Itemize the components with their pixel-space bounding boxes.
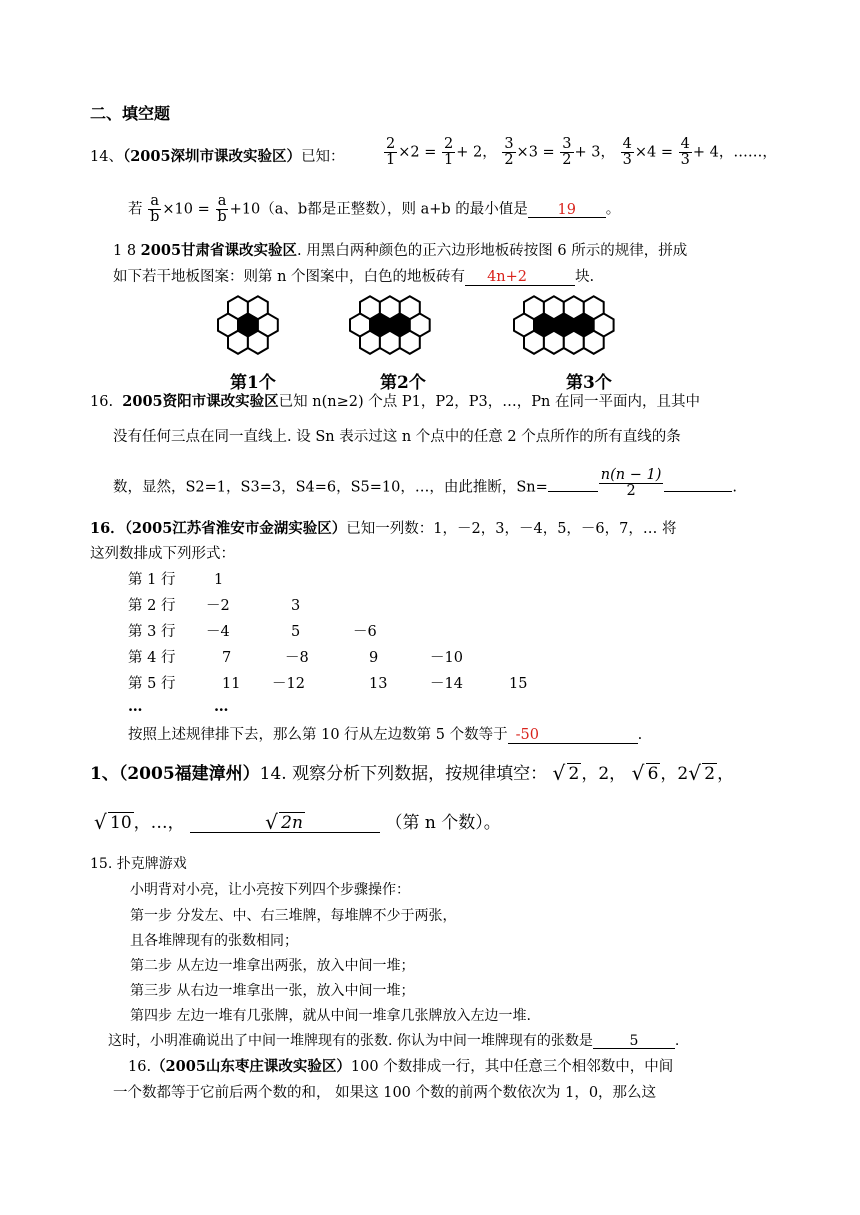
q15-line: 第三步 从右边一堆拿出一张，放入中间一堆； — [130, 983, 415, 999]
q16a-answer: $\frac{n(n - 1)}{2}$ — [600, 467, 662, 500]
q14-line1 — [90, 150, 345, 165]
q15-end: . — [674, 1033, 680, 1049]
section-title: 二、填空题 — [90, 104, 171, 123]
hexagon-figures — [0, 290, 860, 362]
row-value: 1 — [214, 572, 224, 588]
dots: … — [214, 698, 229, 715]
white-tile — [380, 331, 400, 354]
q14-source: （2005深圳市课改实验区） — [122, 148, 302, 165]
fraction: $\frac{4}{3}$ — [680, 136, 690, 169]
fraction: $\frac{2}{1}$ — [386, 136, 396, 169]
q16a-text3: 数，显然，S2=1，S3=3，S4=6，S5=10，…，由此推断，Sn= — [113, 479, 548, 496]
row-value: －12 — [272, 676, 305, 692]
row-value: －8 — [285, 650, 309, 666]
row-value: 13 — [369, 676, 388, 692]
q16a-text: 已知 n(n≥2) 个点 P1，P2，P3，…，Pn 在同一平面内，且其中 — [278, 394, 700, 410]
row-label: 第 1 行 — [128, 572, 176, 588]
dots: … — [128, 698, 143, 715]
q16b-answer: -50 — [508, 728, 638, 744]
q1-source: （2005福建漳州） — [118, 764, 260, 784]
row-label: 第 3 行 — [128, 624, 176, 640]
figure-caption-1: 第1个 — [230, 373, 276, 393]
sqrt: √ 10 — [94, 810, 132, 834]
sqrt: √ 2 — [552, 761, 580, 785]
q16c-source: （2005山东枣庄课改实验区） — [151, 1058, 351, 1075]
q16a-end: . — [732, 479, 737, 496]
sqrt: √ 6 — [631, 761, 659, 785]
white-tile — [228, 331, 248, 354]
q15-line: 小明背对小亮，让小亮按下列四个步骤操作： — [130, 882, 410, 898]
q15-line: 第二步 从左边一堆拿出两张，放入中间一堆； — [130, 958, 415, 974]
row-label: 第 5 行 — [128, 676, 176, 692]
q18-text: . 用黑白两种颜色的正六边形地板砖按图 6 所示的规律，拼成 — [297, 243, 688, 259]
q15-last — [108, 1034, 679, 1049]
white-tile — [248, 331, 268, 354]
row-value: 15 — [509, 676, 528, 692]
ellipsis: ，……， — [718, 144, 777, 161]
q16a-line2: 没有任何三点在同一直线上. 设 Sn 表示过这 n 个点中的任意 2 个点所作的所有直线的条 — [113, 429, 681, 445]
q18-source: 2005甘肃省课改实验区 — [140, 242, 298, 259]
white-tile — [360, 331, 380, 354]
fraction: $\frac{2}{1}$ — [443, 136, 454, 169]
q1-line1: 1、（2005福建漳州）14. 观察分析下列数据，按规律填空： √ 2 ，2， √ 6 ，2 √ 2 ， — [90, 761, 735, 785]
q1-answer: √ 2n — [190, 815, 380, 833]
sqrt: √ 2 — [688, 761, 716, 785]
q16b-number: 16． — [90, 520, 125, 537]
q16a-line3 — [113, 467, 737, 503]
q16c-line1 — [128, 1060, 673, 1075]
fraction: $\frac{3}{2}$ — [562, 136, 572, 169]
row-value: －2 — [206, 598, 230, 614]
figure-caption-2: 第2个 — [380, 373, 426, 393]
white-tile — [544, 331, 564, 354]
q18-end: 块. — [575, 269, 595, 285]
row-value: 3 — [291, 598, 301, 614]
q16b-line2: 这列数排成下列形式： — [90, 546, 235, 562]
row-value: －4 — [206, 624, 230, 640]
q18-line1 — [113, 244, 687, 259]
q1-note: （第 n 个数）。 — [385, 813, 501, 833]
q14-end: 。 — [605, 201, 621, 218]
fraction: $\frac{a}{b}$ — [150, 193, 160, 226]
q16b-tail — [128, 728, 642, 744]
row-label: 第 4 行 — [128, 650, 176, 666]
q14-lead: 已知： — [301, 149, 345, 165]
row-value: 7 — [222, 650, 232, 666]
q15-line: 第四步 左边一堆有几张牌，就从中间一堆拿几张牌放入左边一堆. — [130, 1008, 531, 1024]
q1-text: 14. 观察分析下列数据，按规律填空： — [259, 764, 548, 784]
row-value: 11 — [222, 676, 241, 692]
white-tile — [400, 331, 420, 354]
q18-text2: 如下若干地板图案：则第 n 个图案中，白色的地板砖有 — [113, 269, 466, 285]
fraction: $\frac{4}{3}$ — [622, 136, 632, 169]
q18-line2 — [113, 270, 594, 286]
q15-answer: 5 — [593, 1034, 675, 1049]
q1-line2: √ 10 ，…， √ 2n （第 n 个数）。 — [94, 810, 501, 834]
fraction: $\frac{a}{b}$ — [217, 193, 227, 226]
q16b-source: （2005江苏省淮安市金湖实验区） — [124, 520, 347, 537]
white-tile — [584, 331, 604, 354]
q16a-line1 — [90, 395, 700, 410]
q18-number: 1 8 — [113, 243, 137, 259]
q14-condition: （a、b都是正整数），则 a+b 的最小值是 — [260, 201, 528, 218]
q18-answer: 4n+2 — [465, 270, 575, 286]
q14-formulas: $\frac{2}{1}$ ×2 = $\frac{2}{1}$ + 2， $\frac{3}{2}$ ×3 = $\frac{3}{2}$ + 3， $\frac{4}{3}$ ×4 = $\frac{4}{3}$ + 4，……， — [386, 136, 777, 169]
q16a-number: 16. — [90, 394, 114, 410]
row-label: 第 2 行 — [128, 598, 176, 614]
white-tile — [564, 331, 584, 354]
q15-line: 第一步 分发左、中、右三堆牌，每堆牌不少于两张， — [130, 908, 457, 924]
q14-answer: 19 — [528, 203, 606, 219]
white-tile — [524, 331, 544, 354]
q16b-text: 已知一列数：1，－2，3，－4，5，－6，7，… 将 — [346, 521, 677, 537]
row-value: 9 — [369, 650, 379, 666]
q16c-line2: 一个数都等于它前后两个数的和， 如果这 100 个数的前两个数依次为 1，0，那么这 — [113, 1085, 657, 1101]
q16c-number: 16. — [128, 1059, 152, 1075]
figure-caption-3: 第3个 — [566, 373, 612, 393]
q1-number: 1、 — [90, 764, 119, 784]
q15-line: 且各堆牌现有的张数相同； — [130, 933, 298, 949]
q16a-source: 2005资阳市课改实验区 — [122, 393, 279, 410]
row-value: －10 — [430, 650, 463, 666]
q14-prefix: 若 — [128, 201, 143, 218]
q16b-line1 — [90, 522, 676, 537]
row-value: －14 — [430, 676, 463, 692]
q14-number: 14、 — [90, 149, 123, 165]
row-value: 5 — [291, 624, 301, 640]
row-value: －6 — [353, 624, 377, 640]
q15-last-text: 这时，小明准确说出了中间一堆牌现有的张数. 你认为中间一堆牌现有的张数是 — [108, 1033, 593, 1049]
q16b-end: . — [637, 727, 643, 743]
q14-line2: 若 $\frac{a}{b}$ ×10 = $\frac{a}{b}$ +10（a、b都是正整数），则 a+b 的最小值是 19 。 — [128, 193, 621, 226]
q16b-tail-text: 按照上述规律排下去，那么第 10 行从左边数第 5 个数等于 — [128, 727, 508, 743]
q15-title: 15. 扑克牌游戏 — [90, 856, 187, 872]
fraction: $\frac{3}{2}$ — [504, 136, 514, 169]
q16c-text: 100 个数排成一行，其中任意三个相邻数中，中间 — [350, 1059, 674, 1075]
